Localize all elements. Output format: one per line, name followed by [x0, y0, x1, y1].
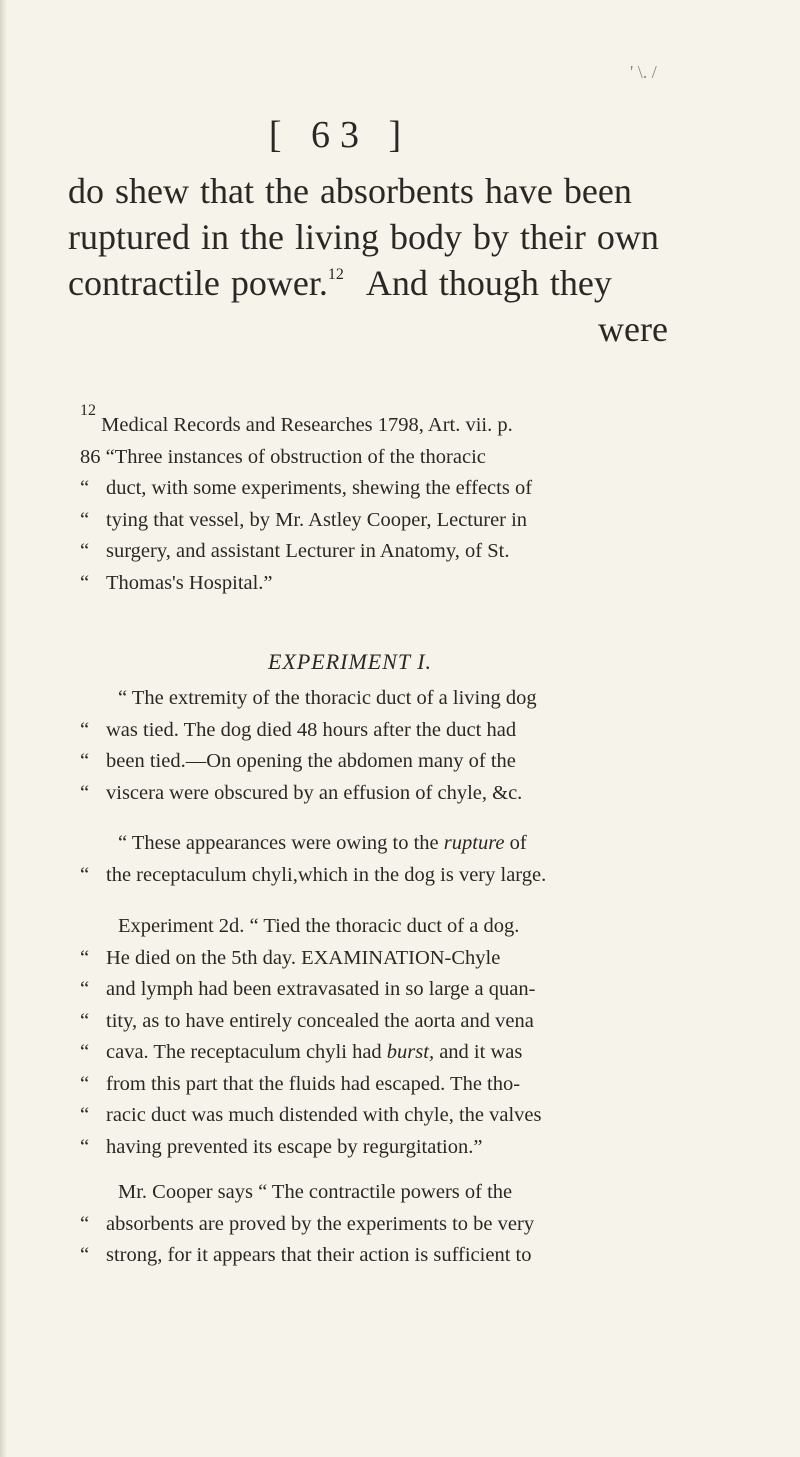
cooper-paragraph — [80, 1177, 688, 1272]
paragraph-line — [80, 1037, 688, 1069]
footnote-line — [80, 402, 688, 442]
paragraph-text: the receptaculum chyli,which in the dog is very large. — [106, 863, 547, 886]
quote-mark: “ — [80, 863, 90, 886]
body-line: were — [598, 309, 668, 349]
paragraph-text: tity, as to have entirely concealed the aorta and vena — [106, 1009, 534, 1032]
paragraph-text: viscera were obscured by an effusion of chyle, &c. — [106, 781, 523, 804]
quote-mark: “ — [80, 1009, 90, 1032]
footnote-line — [80, 473, 688, 505]
paragraph-line — [80, 911, 688, 943]
paragraph-text: He died on the 5th day. EXAMINATION-Chyle — [106, 946, 501, 969]
paragraph-line — [80, 715, 688, 747]
footnote — [80, 402, 688, 599]
page-edge-shadow — [0, 0, 7, 1457]
paragraph-line — [80, 746, 688, 778]
appearances-paragraph — [80, 828, 688, 891]
footnote-text: Thomas's Hospital.” — [106, 571, 273, 594]
paragraph-line — [80, 1132, 688, 1164]
paragraph-text: racic duct was much distended with chyle, the valves — [106, 1104, 542, 1126]
experiment-2-paragraph — [80, 911, 688, 1163]
page-number: [ 63 ] — [268, 114, 412, 156]
body-line: ruptured in the living body by their own — [68, 217, 659, 257]
footnote-reference: 12 — [327, 266, 344, 283]
footnote-line — [80, 568, 688, 600]
paragraph-line — [80, 1069, 688, 1101]
footnote-line — [80, 505, 688, 537]
corner-mark: ' \. / — [630, 62, 657, 82]
quote-mark: “ — [80, 781, 90, 804]
emphasis-text: rupture — [443, 832, 505, 854]
quote-mark: “ — [80, 946, 90, 969]
paragraph-line — [80, 1209, 688, 1241]
footnote-text: Medical Records and Researches 1798, Art. vii. p. — [101, 414, 513, 436]
paragraph-line — [80, 1100, 688, 1132]
paragraph-line — [80, 1177, 688, 1209]
paragraph-text: and lymph had been extravasated in so large a quan- — [106, 978, 536, 1000]
footnote-text: surgery, and assistant Lecturer in Anatomy, of St. — [106, 540, 510, 562]
quote-mark: “ — [80, 978, 90, 1000]
paragraph-line — [80, 683, 688, 715]
paragraph-text: was tied. The dog died 48 hours after the duct had — [106, 718, 517, 741]
quote-mark: “ — [80, 1041, 90, 1063]
footnote-text: tying that vessel, by Mr. Astley Cooper, Lecturer in — [106, 508, 528, 531]
quote-mark: “ — [80, 1212, 90, 1235]
quote-mark: “ — [80, 571, 90, 594]
quote-mark: “ — [80, 477, 90, 499]
quote-mark: “ — [80, 718, 90, 741]
paragraph-text: been tied.—On opening the abdomen many of the — [106, 750, 516, 772]
footnote-line — [80, 536, 688, 568]
paragraph-text: and it was — [439, 1041, 523, 1063]
paragraph-text: from this part that the fluids had escaped. The tho- — [106, 1072, 521, 1095]
experiment-1-paragraph — [80, 683, 688, 809]
paragraph-text: “ The extremity of the thoracic duct of a living dog — [118, 687, 537, 709]
body-line — [68, 260, 668, 306]
body-line: do shew that the absorbents have been — [68, 171, 632, 211]
body-line-text: And though they — [365, 263, 612, 303]
paragraph-text: Mr. Cooper says “ The contractile powers of the — [118, 1181, 513, 1203]
paragraph-line — [80, 943, 688, 975]
emphasis-text: burst, — [386, 1041, 435, 1063]
section-heading: EXPERIMENT I. — [267, 649, 433, 674]
footnote-line: 86 “Three instances of obstruction of the thoracic — [80, 445, 486, 468]
quote-mark: “ — [80, 1104, 90, 1126]
paragraph-line — [80, 828, 688, 860]
paragraph-line — [80, 860, 688, 892]
paragraph-text: strong, for it appears that their action is sufficient to — [106, 1244, 532, 1266]
footnote-marker: 12 — [80, 402, 96, 419]
paragraph-text: of — [509, 832, 527, 854]
paragraph-text: “ These appearances were owing to the — [118, 832, 439, 854]
paragraph-text: Experiment 2d. “ Tied the thoracic duct of a dog. — [118, 915, 520, 937]
body-line-text: contractile power. — [68, 263, 328, 303]
quote-mark: “ — [80, 750, 90, 772]
paragraph-line — [80, 1240, 688, 1272]
paragraph-text: absorbents are proved by the experiments to be very — [106, 1212, 535, 1235]
quote-mark: “ — [80, 540, 90, 562]
quote-mark: “ — [80, 1135, 90, 1158]
paragraph-line — [80, 778, 688, 810]
paragraph-line — [80, 974, 688, 1006]
paragraph-text: having prevented its escape by regurgitation.” — [106, 1135, 483, 1158]
quote-mark: “ — [80, 508, 90, 531]
paragraph-text: cava. The receptaculum chyli had — [106, 1041, 382, 1063]
body-paragraph — [68, 168, 668, 352]
quote-mark: “ — [80, 1072, 90, 1095]
paragraph-line — [80, 1006, 688, 1038]
quote-mark: “ — [80, 1244, 90, 1266]
footnote-text: duct, with some experiments, shewing the effects of — [106, 477, 533, 499]
